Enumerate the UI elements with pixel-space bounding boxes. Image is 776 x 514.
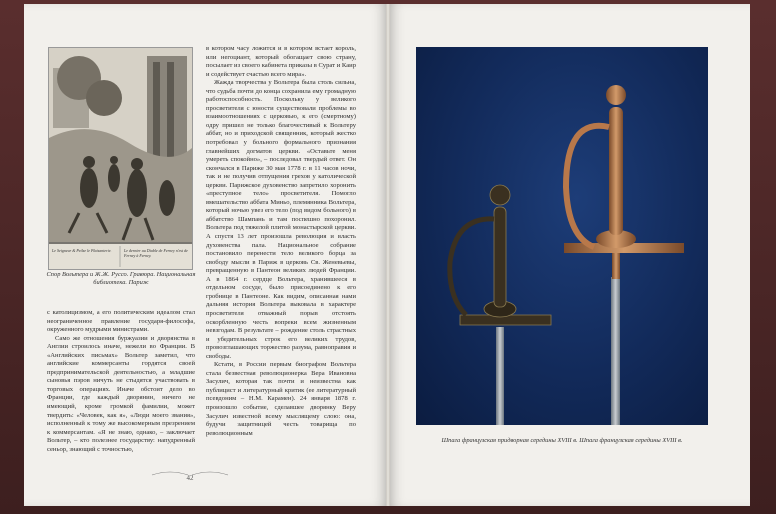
text-column-bottom [47, 309, 195, 454]
engraving-inscription-right: Le dernier au Diable de Ferney n'est de Ferney à Ferney. [124, 248, 188, 258]
engraving-caption: Спор Вольтера и Ж.Ж. Руссо. Гравюра. Национальная библиотека. Париж [46, 271, 196, 287]
swords-photograph [416, 47, 708, 425]
swords-artwork [416, 47, 708, 425]
engraving-artwork [49, 48, 192, 269]
paragraph: Само же отношения буржуазии и дворянства в Англии строилось иначе, нежели во Франции. В «Английских письмах» Вольтер заметил, что английские коммерсанты гордятся своей предпринимательской деятельностью, а младшие сыновья пэров ничуть не стыдятся участвовать в торговых операциях. Иначе обстоит дело во Франции, где каждый дворянин, ничего не имеющий, кроме громкой фамилии, может твердить: «Человек, как я», «Люди моего звания», исполненный к тому же высокомерным презрением к коммерсантам. «Я не знаю, однако, – заключает Вольтер, – кто полезнее государству: напудренный сеньор, знающий с точностью, [47, 334, 195, 453]
page-number: 42 [186, 474, 194, 482]
swords-caption: Шпага французская придворная середины XVIII в. Шпага французская середины XVIII в. [441, 437, 683, 444]
paragraph: в котором часу ложится и в котором встает король, или негоциант, который обогащает свою страну, посылает из своего кабинета приказы в Сурат и Каир и содействует счастью всего мира». [206, 45, 356, 78]
paragraph: Жажда творчества у Вольтера была столь сильна, что судьба почти до конца сохранила ему громадную работоспособность. Поскольку у великого просветителя с юности существовали проблемы во взаимоотношениях с церковью, к его (смертному) одру пришел не только благочестивый к Вольтеру аббат, но и приходской священник, который жестко потребовал у больного формального признания главнейших догматов церкви. «Оставьте меня умереть спокойно», – последовал твердый ответ. Он скончался в Париже 30 мая 1778 г. в 11 часов ночи, так и не получив отпущения грехов у католической церкви. Парижское духовенство запретило хоронить «преступное тело» просветителя. Помогло вмешательство аббата Миньо, племянника Вольтера, который ночью увез его тело (под видом больного) в аббатство Шампань и там поспешно похоронил. Вольтера под тяжелой плитой монастырской церкви. А спустя 13 лет произошла революция и власть духовенства пала. Национальное собрание постановило перенести тело великого борца за свободу мысли в Париж в церковь Св. Женевьевы, превращенную в Пантеон великих людей Франции. А в 1864 г. сердце Вольтера, хранившееся в отдельном сосуде, было присоединено к его гробнице в Пантеоне. Как видим, описанная нами дальняя история Вольтера выковала в характере просветителя отважный порыв отстоять оскорбленную честь вопреки всем жизненным невзгодам. В результате – рождение столь страстных и убедительных строк его великих трудов, провозглашающих торжество разума, равноправия и свободы. [206, 79, 356, 360]
text-column-right [206, 45, 356, 438]
paragraph: с католицизмом, а его политическим идеалом стал неограниченное правление государя-философа, окруженного мудрыми министрами. [47, 309, 195, 334]
engraving-inscription-left: Le Seigneur & Peilse le Plaisanterie. [52, 248, 112, 253]
book-gutter [386, 4, 390, 506]
engraving-illustration [48, 47, 193, 270]
paragraph: Кстати, в России первым биографом Вольтера стала безвестная революционерка Вера Ивановна Засулич, которая так почти и неизвестна как публицист и литературный критик (ее литературный псевдоним – Н.М. Карамен). 24 января 1878 г. произошло событие, сделавшее дворянку Веру Засулич известной всему мыслящему слою: она, будучи защитницей честь товарища по революционным [206, 361, 356, 437]
